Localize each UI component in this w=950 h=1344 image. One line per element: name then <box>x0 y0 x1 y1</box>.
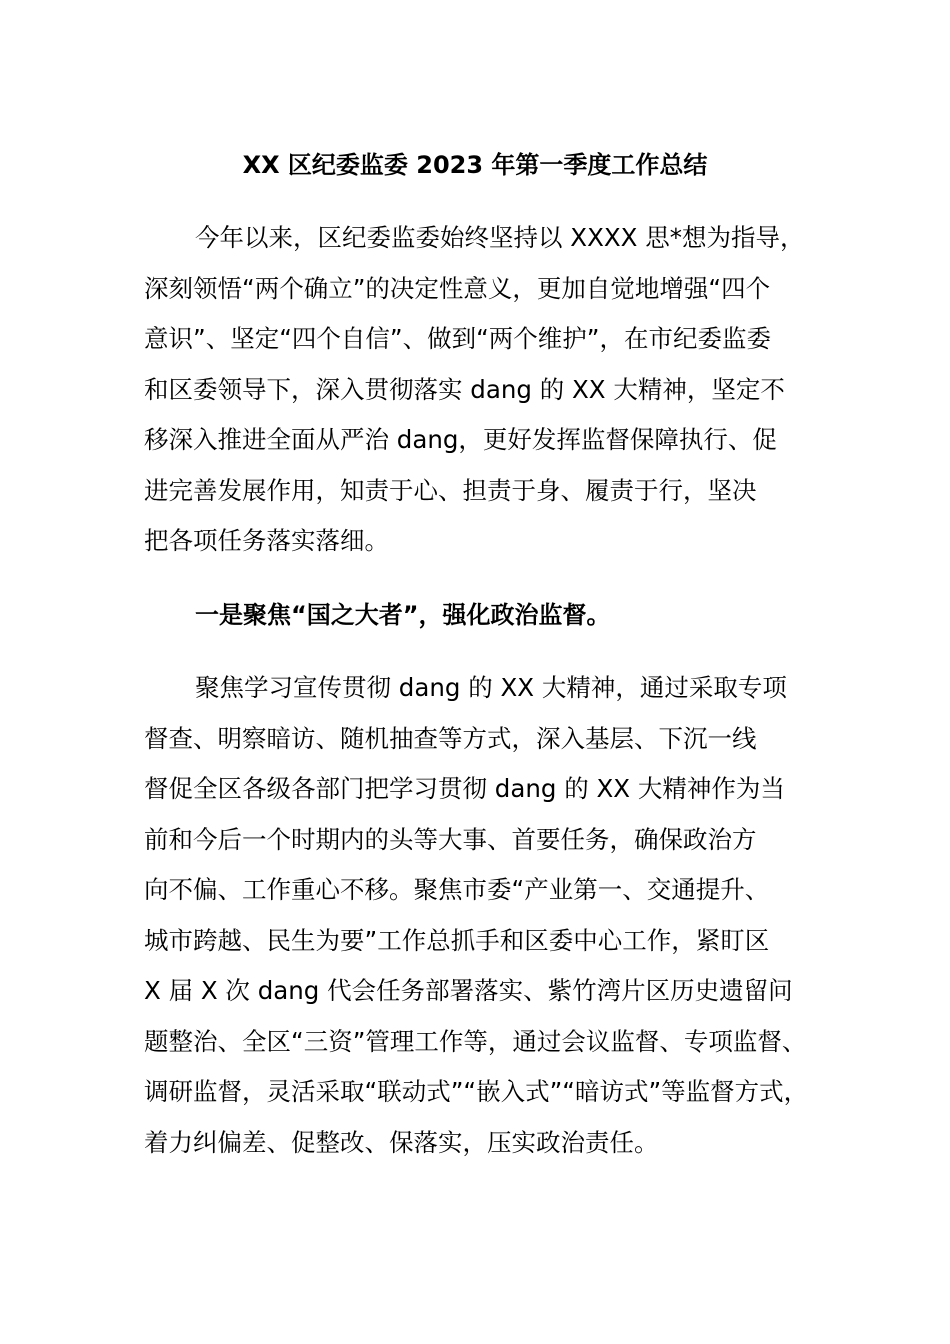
section-heading: 一是聚焦“国之大者”，强化政治监督。 <box>195 601 611 629</box>
intro-paragraph <box>144 213 844 567</box>
paragraph-line: 聚焦学习宣传贯彻 dang 的 XX 大精神，通过采取专项 <box>195 673 787 702</box>
paragraph-line: 题整治、全区“三资”管理工作等，通过会议监督、专项监督、 <box>144 1026 807 1056</box>
paragraph-line: 把各项任务落实落细。 <box>144 526 389 555</box>
paragraph-line: 今年以来，区纪委监委始终坚持以 XXXX 思*想为指导， <box>195 223 805 252</box>
paragraph-line: 前和今后一个时期内的头等大事、首要任务，确保政治方 <box>144 824 757 854</box>
paragraph-line: 深刻领悟“两个确立”的决定性意义，更加自觉地增强“四个 <box>144 273 771 303</box>
paragraph-line: 向不偏、工作重心不移。聚焦市委“产业第一、交通提升、 <box>144 875 770 904</box>
paragraph-line: 城市跨越、民生为要”工作总抓手和区委中心工作，紧盯区 <box>144 925 770 955</box>
paragraph-line: 调研监督，灵活采取“联动式”“嵌入式”“暗访式”等监督方式， <box>144 1077 809 1106</box>
paragraph-line: 和区委领导下，深入贯彻落实 dang 的 XX 大精神，坚定不 <box>144 374 785 404</box>
document-title: XX 区纪委监委 2023 年第一季度工作总结 <box>242 151 708 179</box>
paragraph-line: 进完善发展作用，知责于心、担责于身、履责于行，坚决 <box>144 475 757 505</box>
political-supervision-paragraph <box>144 663 844 1168</box>
paragraph-line: 意识”、坚定“四个自信”、做到“两个维护”，在市纪委监委 <box>144 324 771 353</box>
paragraph-line: 督查、明察暗访、随机抽查等方式，深入基层、下沉一线 <box>144 723 757 753</box>
paragraph-line: 移深入推进全面从严治 dang，更好发挥监督保障执行、促 <box>144 425 777 454</box>
paragraph-line: 督促全区各级各部门把学习贯彻 dang 的 XX 大精神作为当 <box>144 774 785 803</box>
paragraph-line: 着力纠偏差、促整改、保落实，压实政治责任。 <box>144 1127 659 1157</box>
paragraph-line: X 届 X 次 dang 代会任务部署落实、紫竹湾片区历史遗留问 <box>144 976 793 1005</box>
